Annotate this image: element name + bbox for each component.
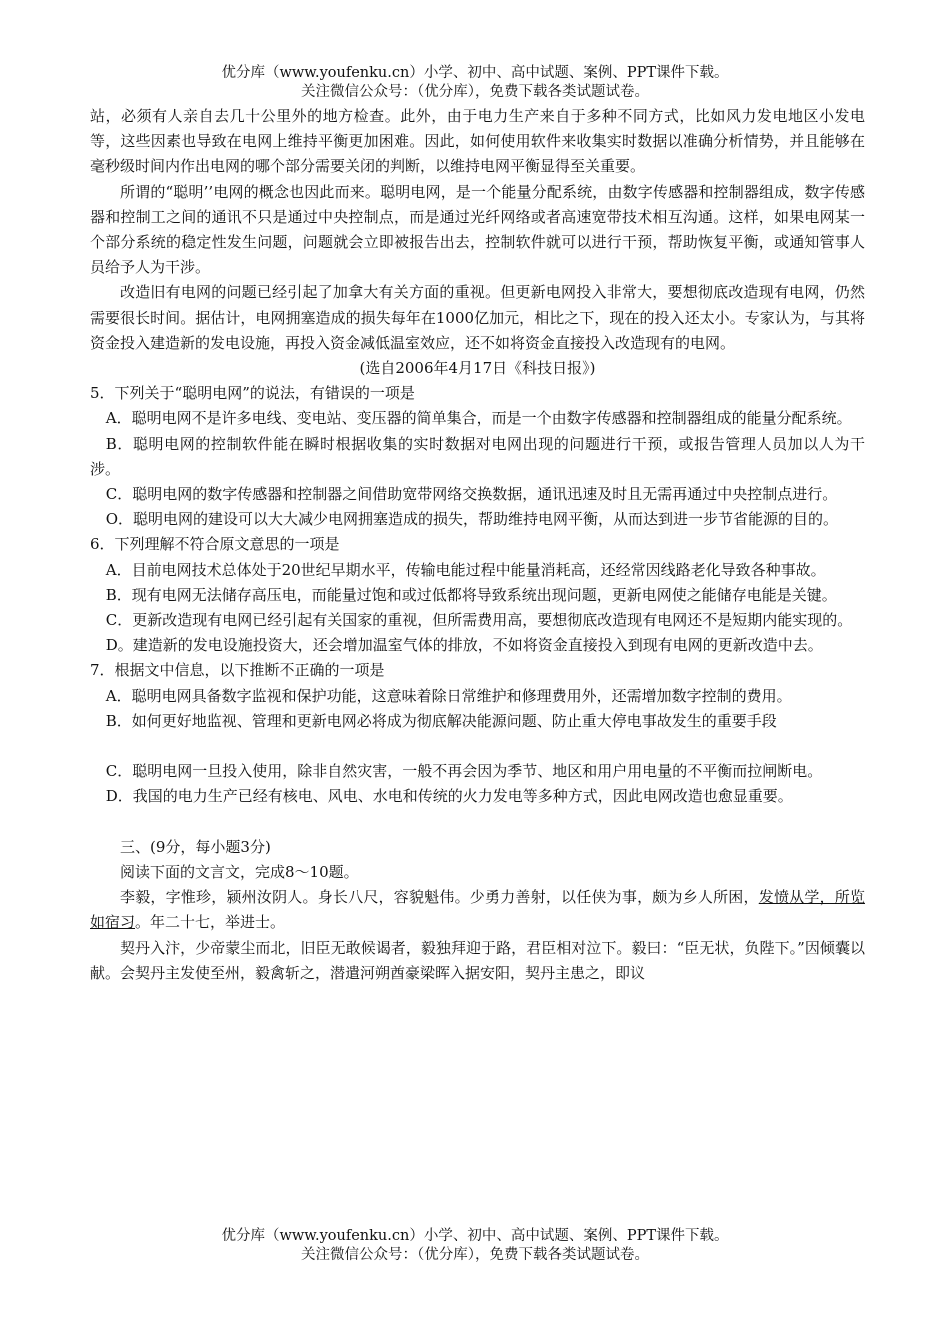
question-option: B．如何更好地监视、管理和更新电网必将成为彻底解决能源问题、防止重大停电事故发生的重要手段 (105, 711, 777, 730)
classical-text: 。年二十七，举进士。 (135, 913, 286, 932)
passage-source: (选自2006年4月17日《科技日报》) (359, 359, 596, 378)
question-option: D．我国的电力生产已经有核电、风电、水电和传统的火力发电等多种方式，因此电网改造也愈显重要。 (105, 787, 793, 806)
passage-paragraph-3: 改造旧有电网的问题已经引起了加拿大有关方面的重视。但更新电网投入非常大，要想彻底改造现有电网，仍然需要很长时间。据估计，电网拥塞造成的损失每年在1000亿加元，相比之下，现在的投入还太小。专家认为，与其将资金投入建造新的发电设施，再投入资金减低温室效应，还不如将资金直接投入改造现有的电网。 (90, 283, 865, 352)
footer-line-1: 优分库（www.youfenku.cn）小学、初中、高中试题、案例、PPT课件下载。 (221, 1228, 729, 1244)
classical-paragraph-2: 契丹入汴，少帝蒙尘而北，旧臣无敢候谒者，毅独拜迎于路，君臣相对泣下。毅曰：“臣无状，负陛下。”因倾囊以献。会契丹主发使至州，毅禽斩之，潜遣河朔酋豪梁晖入据安阳，契丹主患之，即议 (90, 938, 865, 982)
spacer (90, 810, 865, 835)
classical-paragraph-1 (90, 885, 865, 935)
question-option: O．聪明电网的建设可以大大减少电网拥塞造成的损失，帮助维持电网平衡，从而达到进一步节省能源的目的。 (105, 510, 839, 529)
passage-paragraph-2: 所谓的“聪明’’电网的概念也因此而来。聪明电网，是一个能量分配系统，由数字传感器和控制器组成，数字传感器和控制工之间的通讯不只是通过中央控制点，而是通过光纤网络或者高速宽带技术相互沟通。这样，如果电网某一个部分系统的稳定性发生问题，问题就会立即被报告出去，控制软件就可以进行干预，帮助恢复平衡，或通知管事人员给予人为干涉。 (90, 182, 865, 277)
question-option: C．聪明电网的数字传感器和控制器之间借助宽带网络交换数据，通讯迅速及时且无需再通过中央控制点进行。 (105, 485, 838, 504)
spacer (90, 734, 865, 759)
question-option: A．聪明电网不是许多电线、变电站、变压器的简单集合，而是一个由数字传感器和控制器组成的能量分配系统。 (105, 409, 852, 428)
section-instruction: 阅读下面的文言文，完成8～10题。 (120, 863, 359, 882)
question-6 (90, 532, 865, 658)
question-option: B．现有电网无法储存高压电，而能量过饱和或过低都将导致系统出现问题，更新电网使之能储存电能是关键。 (105, 585, 837, 604)
document-body (90, 104, 865, 986)
question-option: C．聪明电网一旦投入使用，除非自然灾害，一般不再会因为季节、地区和用户用电量的不平衡而拉闸断电。 (105, 762, 823, 781)
classical-text: 李毅，字惟珍，颍州汝阴人。身长八尺，容貌魁伟。少勇力善射，以任侠为事，颇为乡人所困， (120, 888, 759, 907)
section-3 (90, 835, 865, 986)
underlined-sentence: 发愤从学，所览如宿习 (90, 888, 865, 932)
question-5 (90, 381, 865, 532)
question-option: C．更新改造现有电网已经引起有关国家的重视，但所需费用高，要想彻底改造现有电网还不是短期内能实现的。 (105, 611, 853, 630)
question-option: A．目前电网技术总体处于20世纪早期水平，传输电能过程中能量消耗高，还经常因线路老化导致各种事故。 (105, 560, 826, 579)
question-stem: 6．下列理解不符合原文意思的一项是 (90, 535, 340, 554)
header-line-1: 优分库（www.youfenku.cn）小学、初中、高中试题、案例、PPT课件下载。 (221, 65, 729, 81)
footer-line-2: 关注微信公众号：（优分库），免费下载各类试题试卷。 (301, 1247, 649, 1263)
question-option: B．聪明电网的控制软件能在瞬时根据收集的实时数据对电网出现的问题进行干预，或报告管理人员加以人为干涉。 (90, 434, 865, 478)
question-stem: 5．下列关于“聪明电网”的说法，有错误的一项是 (90, 384, 415, 403)
question-stem: 7．根据文中信息，以下推断不正确的一项是 (90, 661, 385, 680)
question-option: A．聪明电网具备数字监视和保护功能，这意味着除日常维护和修理费用外，还需增加数字控制的费用。 (105, 686, 792, 705)
header-line-2: 关注微信公众号：（优分库），免费下载各类试题试卷。 (301, 84, 649, 100)
passage-paragraph-1: 站，必须有人亲自去几十公里外的地方检查。此外，由于电力生产来自于多种不同方式，比如风力发电地区小发电等，这些因素也导致在电网上维持平衡更加困难。因此，如何使用软件来收集实时数据以准确分析情势，并且能够在毫秒级时间内作出电网的哪个部分需要关闭的判断，以维持电网平衡显得至关重要。 (90, 107, 865, 176)
question-7 (90, 658, 865, 809)
page-footer (0, 1227, 950, 1265)
section-heading: 三、(9分，每小题3分) (120, 837, 271, 856)
question-option: D。建造新的发电设施投资大，还会增加温室气体的排放，不如将资金直接投入到现有电网的更新改造中去。 (105, 636, 823, 655)
page-header (0, 64, 950, 102)
